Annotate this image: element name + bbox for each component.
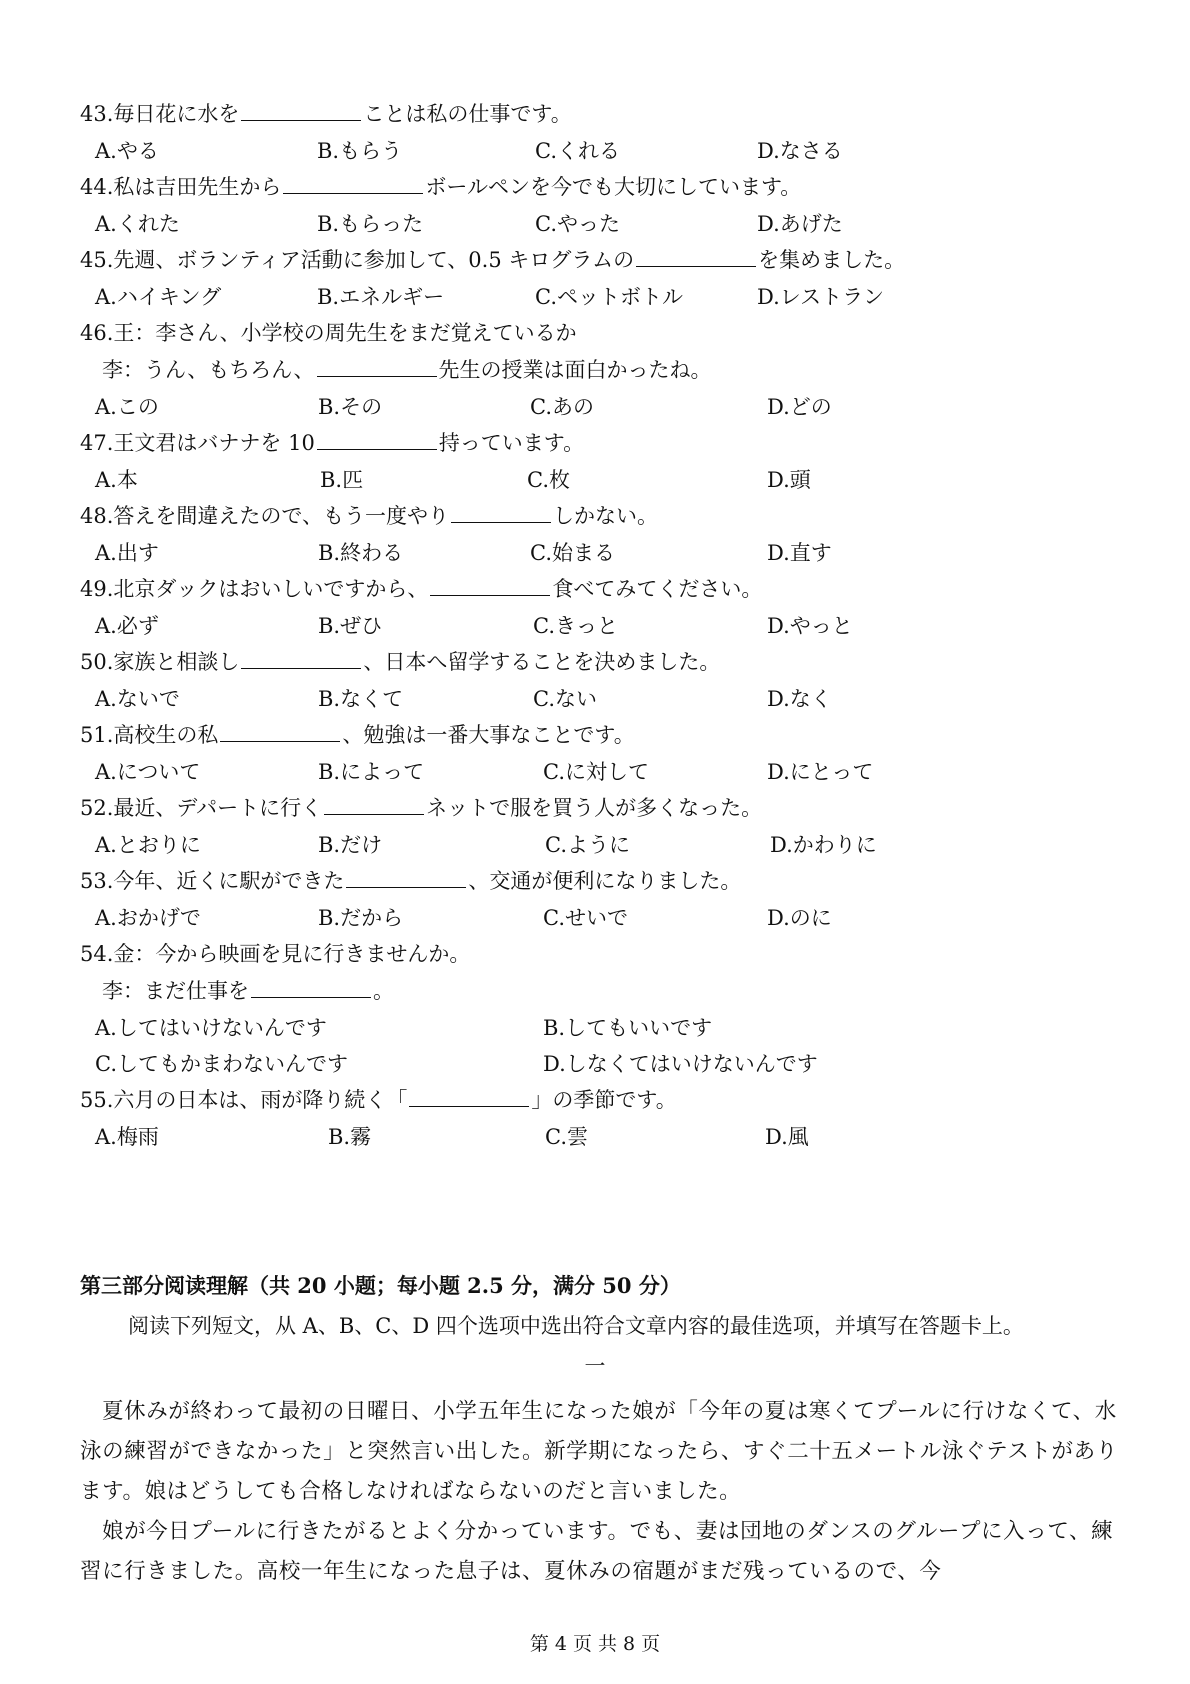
option-a: A.とおりに <box>95 833 201 857</box>
option-a: A.必ず <box>95 614 159 638</box>
answer-blank <box>220 721 340 742</box>
option-a: A.くれた <box>95 212 180 236</box>
option-a: A.してはいけないんです <box>95 1016 327 1040</box>
question-text: 金：今から映画を見に行きませんか。 <box>113 942 471 966</box>
question-number: 52. <box>80 796 114 820</box>
option-c: C.くれる <box>535 139 620 163</box>
question-text-after-blank: ネットで服を買う人が多くなった。 <box>426 796 763 820</box>
question-text-after-blank: 、交通が便利になりました。 <box>468 869 742 893</box>
option-a: A.やる <box>95 139 159 163</box>
question-50 <box>80 648 720 676</box>
dialog-text-after-blank: 先生の授業は面白かったね。 <box>438 358 712 382</box>
question-52 <box>80 794 762 822</box>
option-d: D.にとって <box>767 760 874 784</box>
question-text-after-blank: 食べてみてください。 <box>552 577 763 601</box>
option-d: D.あげた <box>757 212 843 236</box>
question-number: 51. <box>80 723 114 747</box>
answer-blank <box>241 648 361 669</box>
answer-blank <box>451 502 551 523</box>
option-d: D.直す <box>767 541 832 565</box>
question-47 <box>80 429 584 457</box>
option-b: B.匹 <box>320 468 364 492</box>
answer-blank <box>346 867 466 888</box>
option-b: B.ぜひ <box>318 614 383 638</box>
answer-blank <box>409 1086 529 1107</box>
option-c: C.ない <box>533 687 597 711</box>
option-b: B.してもいいです <box>543 1016 713 1040</box>
dialog-line <box>102 977 394 1005</box>
option-d: D.レストラン <box>757 285 885 309</box>
question-49 <box>80 575 762 603</box>
question-text: 今年、近くに駅ができた <box>113 869 345 893</box>
option-b: B.もらった <box>317 212 424 236</box>
question-text-after-blank: 、日本へ留学することを決めました。 <box>363 650 721 674</box>
question-number: 46. <box>80 321 114 345</box>
question-46 <box>80 319 577 347</box>
question-text: 私は吉田先生から <box>113 175 282 199</box>
option-a: A.ないで <box>95 687 180 711</box>
question-text-after-blank: ボールペンを今でも大切にしています。 <box>425 175 802 199</box>
answer-blank <box>283 173 423 194</box>
question-number: 43. <box>80 102 114 126</box>
question-text: 答えを間違えたので、もう一度やり <box>113 504 449 528</box>
question-text-after-blank: 、勉強は一番大事なことです。 <box>342 723 635 747</box>
option-b: B.もらう <box>317 139 403 163</box>
option-b: B.なくて <box>318 687 404 711</box>
answer-blank <box>636 246 756 267</box>
option-c: C.雲 <box>545 1125 588 1149</box>
question-44 <box>80 173 801 201</box>
option-c: C.やった <box>535 212 620 236</box>
option-c: C.ように <box>545 833 630 857</box>
option-a: A.本 <box>95 468 138 492</box>
passage-number: 一 <box>584 1354 606 1378</box>
question-text: 家族と相談し <box>113 650 240 674</box>
answer-blank <box>317 429 437 450</box>
question-text-after-blank: ことは私の仕事です。 <box>363 102 572 126</box>
answer-blank <box>324 794 424 815</box>
option-a: A.梅雨 <box>95 1125 159 1149</box>
option-c: C.に対して <box>543 760 649 784</box>
option-b: B.エネルギー <box>317 285 445 309</box>
dialog-text-after-blank: 。 <box>373 979 394 1003</box>
option-a: A.出す <box>95 541 159 565</box>
question-number: 53. <box>80 869 114 893</box>
question-number: 47. <box>80 431 114 455</box>
question-text: 先週、ボランティア活動に参加して、0.5 キログラムの <box>113 248 635 272</box>
answer-blank <box>251 977 371 998</box>
option-b: B.その <box>318 395 383 419</box>
question-number: 45. <box>80 248 114 272</box>
question-53 <box>80 867 741 895</box>
dialog-text: 李：まだ仕事を <box>102 979 249 1003</box>
question-number: 55. <box>80 1088 114 1112</box>
option-d: D.なく <box>767 687 832 711</box>
question-text: 最近、デパートに行く <box>113 796 323 820</box>
option-a: A.ハイキング <box>95 285 222 309</box>
dialog-line <box>102 356 712 384</box>
question-number: 49. <box>80 577 114 601</box>
question-51 <box>80 721 635 749</box>
section-title: 第三部分阅读理解（共 20 小题；每小题 2.5 分，满分 50 分） <box>80 1273 681 1298</box>
option-b: B.だから <box>318 906 404 930</box>
question-number: 48. <box>80 504 114 528</box>
question-text: 北京ダックはおいしいですから、 <box>113 577 429 601</box>
option-d: D.やっと <box>767 614 853 638</box>
option-a: A.について <box>95 760 201 784</box>
option-c: C.きっと <box>533 614 618 638</box>
option-d: D.風 <box>765 1125 809 1149</box>
option-d: D.頭 <box>767 468 811 492</box>
question-text: 高校生の私 <box>113 723 219 747</box>
question-45 <box>80 246 905 274</box>
option-c: C.始まる <box>530 541 615 565</box>
option-a: A.この <box>95 395 159 419</box>
question-text: 王：李さん、小学校の周先生をまだ覚えているか <box>113 321 577 345</box>
question-number: 44. <box>80 175 114 199</box>
passage-paragraph-2: 娘が今日プールに行きたがるとよく分かっています。でも、妻は団地のダンスのグループに入って、練習に行きました。高校一年生になった息子は、夏休みの宿題がまだ残っているので、今 <box>80 1519 1114 1584</box>
option-d: D.なさる <box>757 139 843 163</box>
question-number: 50. <box>80 650 114 674</box>
answer-blank <box>241 100 361 121</box>
question-number: 54. <box>80 942 114 966</box>
option-d: D.のに <box>767 906 832 930</box>
option-d: D.かわりに <box>770 833 877 857</box>
question-43 <box>80 100 572 128</box>
option-a: A.おかげで <box>95 906 201 930</box>
option-d: D.どの <box>767 395 832 419</box>
passage-paragraph-1: 夏休みが終わって最初の日曜日、小学五年生になった娘が「今年の夏は寒くてプールに行けなくて、水泳の練習ができなかった」と突然言い出した。新学期になったら、すぐ二十五メートル泳ぐテストがあります。娘はどうしても合格しなければならないのだと言いました。 <box>80 1399 1118 1504</box>
question-text: 王文君はバナナを 10 <box>113 431 315 455</box>
answer-blank <box>430 575 550 596</box>
question-48 <box>80 502 658 530</box>
option-b: B.終わる <box>318 541 404 565</box>
option-c: C.ペットボトル <box>535 285 683 309</box>
option-c: C.あの <box>530 395 594 419</box>
option-b: B.霧 <box>328 1125 372 1149</box>
section-instructions: 阅读下列短文，从 A、B、C、D 四个选项中选出符合文章内容的最佳选项，并填写在答题卡上。 <box>128 1314 1024 1338</box>
answer-blank <box>317 356 437 377</box>
question-text-after-blank: 持っています。 <box>438 431 585 455</box>
question-55 <box>80 1086 677 1114</box>
option-c: C.せいで <box>543 906 628 930</box>
question-text: 六月の日本は、雨が降り続く「 <box>113 1088 408 1112</box>
question-text: 毎日花に水を <box>113 102 240 126</box>
question-text-after-blank: を集めました。 <box>758 248 906 272</box>
option-c: C.してもかまわないんです <box>95 1052 348 1076</box>
question-54 <box>80 940 470 968</box>
option-c: C.枚 <box>527 468 570 492</box>
page-footer: 第 4 页 共 8 页 <box>529 1633 661 1655</box>
dialog-text: 李：うん、もちろん、 <box>102 358 315 382</box>
question-text-after-blank: 」の季節です。 <box>531 1088 677 1112</box>
option-d: D.しなくてはいけないんです <box>543 1052 818 1076</box>
option-b: B.だけ <box>318 833 383 857</box>
option-b: B.によって <box>318 760 425 784</box>
question-text-after-blank: しかない。 <box>553 504 658 528</box>
